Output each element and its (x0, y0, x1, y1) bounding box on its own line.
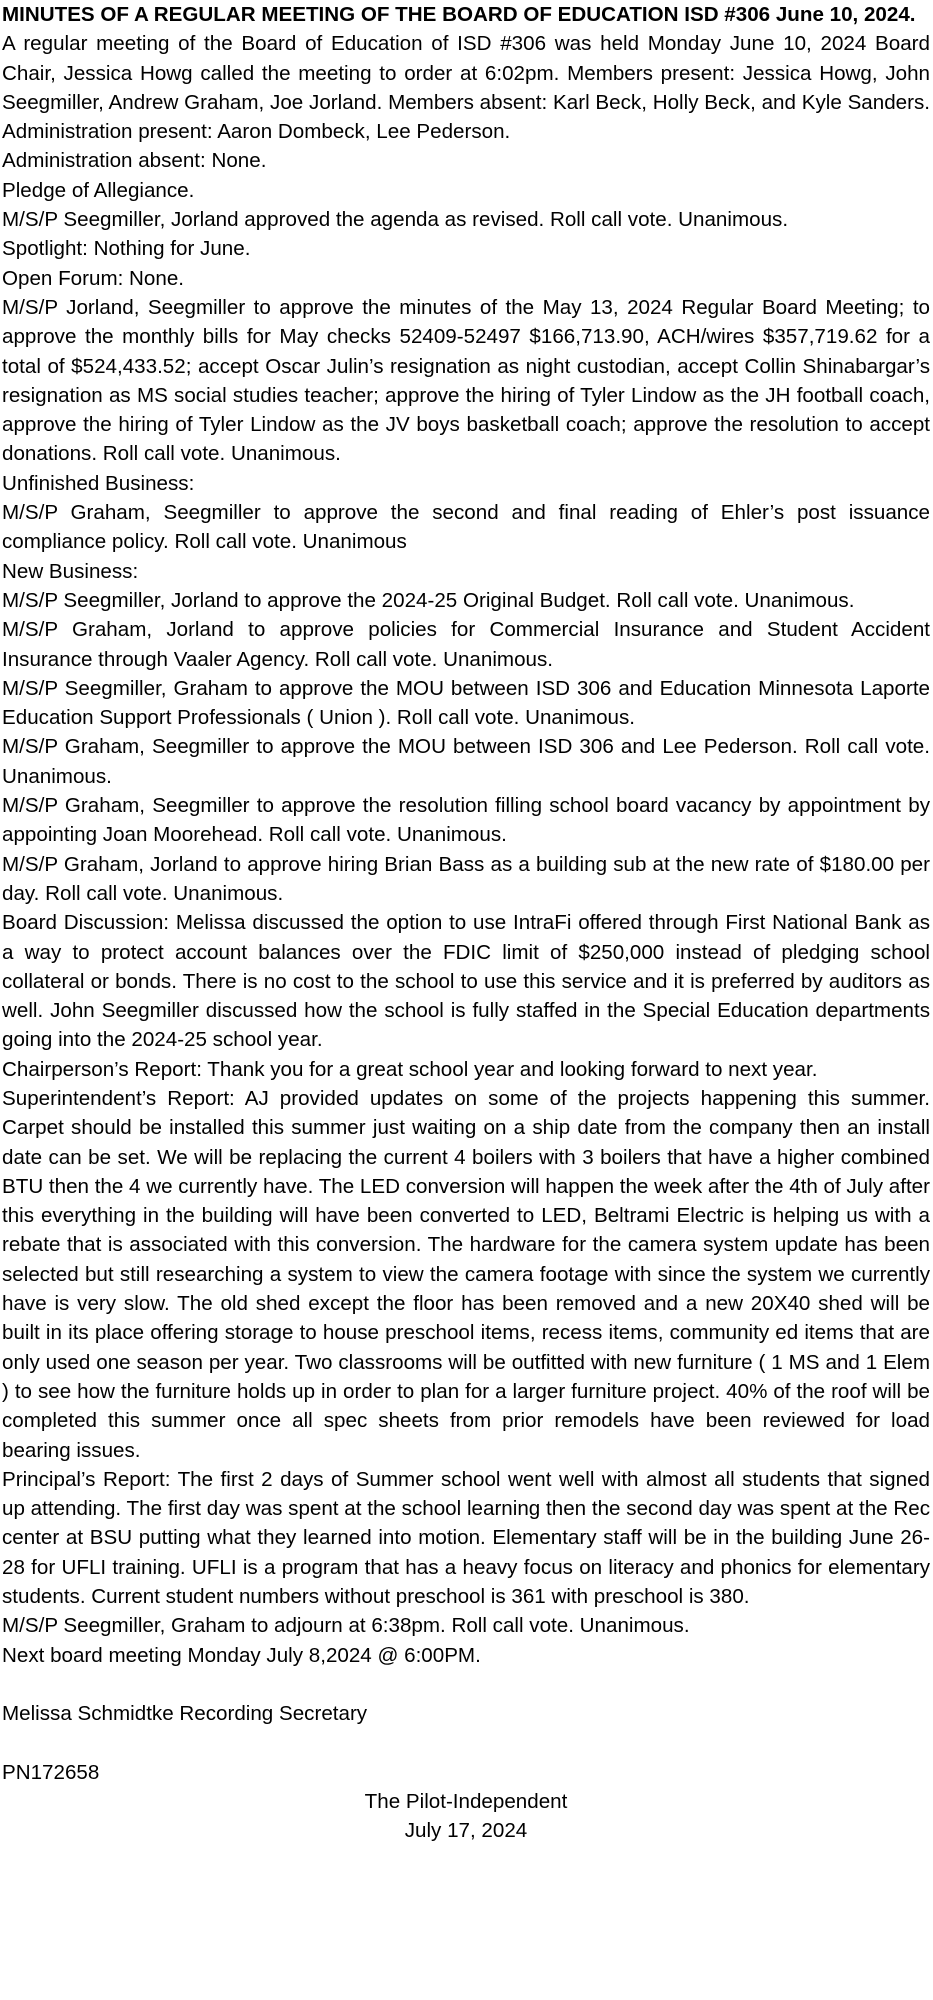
heading-new-business: New Business: (2, 559, 139, 583)
paragraph-admin-absent: Administration absent: None. (2, 149, 267, 173)
paragraph-next-meeting: Next board meeting Monday July 8,2024 @ 6:00PM. (2, 1643, 481, 1667)
paragraph-adjourn-motion: M/S/P Seegmiller, Graham to adjourn at 6:38pm. Roll call vote. Unanimous. (2, 1614, 690, 1638)
paragraph-board-discussion: Board Discussion: Melissa discussed the option to use IntraFi offered through First National Bank as a way to protect account balances over the FDIC limit of $250,000 instead of pledging school collateral or bonds. There is no cost to the school to use this service and it is preferred by auditors as well. John Seegmiller discussed how the school is fully staffed in the Special Education departments going into the 2024-25 school year. (2, 911, 930, 1052)
notice-id: PN172658 (2, 1760, 100, 1784)
paragraph-principal-report: Principal’s Report: The first 2 days of Summer school went well with almost all students that signed up attending. The first day was spent at the school learning then the second day was spent at the Rec center at BSU putting what they learned into motion. Elementary staff will be in the building June 26-28 for UFLI training. UFLI is a program that has a heavy focus on literacy and phonics for elementary students. Current student numbers without preschool is 361 with preschool is 380. (2, 1467, 930, 1609)
paragraph-building-sub-motion: M/S/P Graham, Jorland to approve hiring Brian Bass as a building sub at the new rate of $180.00 per day. Roll call vote. Unanimous. (2, 852, 930, 905)
paragraph-pederson-mou-motion: M/S/P Graham, Seegmiller to approve the MOU between ISD 306 and Lee Pederson. Roll call vote. Unanimous. (2, 735, 930, 788)
minutes-title: MINUTES OF A REGULAR MEETING OF THE BOARD OF EDUCATION ISD #306 June 10, 2024. (2, 3, 916, 26)
heading-unfinished-business: Unfinished Business: (2, 471, 195, 495)
paragraph-chairperson-report: Chairperson’s Report: Thank you for a great school year and looking forward to next year. (2, 1057, 818, 1081)
paragraph-open-forum: Open Forum: None. (2, 266, 184, 290)
publication-name: The Pilot-Independent (364, 1790, 568, 1814)
paragraph-meeting-opening: A regular meeting of the Board of Education of ISD #306 was held Monday June 10, 2024 Board Chair, Jessica Howg called the meeting to order at 6:02pm. Members present: Jessica Howg, John Seegmiller, Andrew Graham, Joe Jorland. Members absent: Karl Beck, Holly Beck, and Kyle Sanders. Administration present: Aaron Dombeck, Lee Pederson. (2, 32, 930, 144)
paragraph-consent-motion: M/S/P Jorland, Seegmiller to approve the minutes of the May 13, 2024 Regular Board Meeting; to approve the monthly bills for May checks 52409-52497 $166,713.90, ACH/wires $357,719.62 for a total of $524,433.52; accept Oscar Julin’s resignation as night custodian, accept Collin Shinabargar’s resignation as MS social studies teacher; approve the hiring of Tyler Lindow as the JH football coach, approve the hiring of Tyler Lindow as the JV boys basketball coach; approve the resolution to accept donations. Roll call vote. Unanimous. (2, 295, 930, 466)
paragraph-insurance-motion: M/S/P Graham, Jorland to approve policies for Commercial Insurance and Student Accident Insurance through Vaaler Agency. Roll call vote. Unanimous. (2, 618, 930, 671)
signature-line: Melissa Schmidtke Recording Secretary (2, 1702, 368, 1726)
spacer (2, 1729, 930, 1758)
publication-date: July 17, 2024 (404, 1819, 528, 1843)
paragraph-agenda-motion: M/S/P Seegmiller, Jorland approved the agenda as revised. Roll call vote. Unanimous. (2, 208, 789, 232)
paragraph-pledge: Pledge of Allegiance. (2, 178, 195, 202)
spacer (2, 1670, 930, 1699)
minutes-column (2, 0, 930, 1846)
paragraph-vacancy-motion: M/S/P Graham, Seegmiller to approve the resolution filling school board vacancy by appointment by appointing Joan Moorehead. Roll call vote. Unanimous. (2, 794, 930, 847)
paragraph-union-mou-motion: M/S/P Seegmiller, Graham to approve the MOU between ISD 306 and Education Minnesota Laporte Education Support Professionals ( Union ). Roll call vote. Unanimous. (2, 676, 930, 730)
paragraph-budget-motion: M/S/P Seegmiller, Jorland to approve the 2024-25 Original Budget. Roll call vote. Unanimous. (2, 588, 855, 612)
paragraph-ehlers-policy-motion: M/S/P Graham, Seegmiller to approve the second and final reading of Ehler’s post issuance compliance policy. Roll call vote. Unanimous (2, 501, 930, 554)
paragraph-spotlight: Spotlight: Nothing for June. (2, 237, 251, 261)
paragraph-superintendent-report: Superintendent’s Report: AJ provided updates on some of the projects happening this summer. Carpet should be installed this summer just waiting on a ship date from the company then an install date can be set. We will be replacing the current 4 boilers with 3 boilers that have a higher combined BTU then the 4 we currently have. The LED conversion will happen the week after the 4th of July after this everything in the building will have been converted to LED, Beltrami Electric is helping us with a rebate that is associated with this conversion. The hardware for the camera system update has been selected but still researching a system to view the camera footage with since the system we currently have is very slow. The old shed except the floor has been removed and a new 20X40 shed will be built in its place offering storage to house preschool items, recess items, community ed items that are only used one season per year. Two classrooms will be outfitted with new furniture ( 1 MS and 1 Elem ) to see how the furniture holds up in order to plan for a larger furniture project. 40% of the roof will be completed this summer once all spec sheets from prior remodels have been reviewed for load bearing issues. (2, 1086, 930, 1462)
